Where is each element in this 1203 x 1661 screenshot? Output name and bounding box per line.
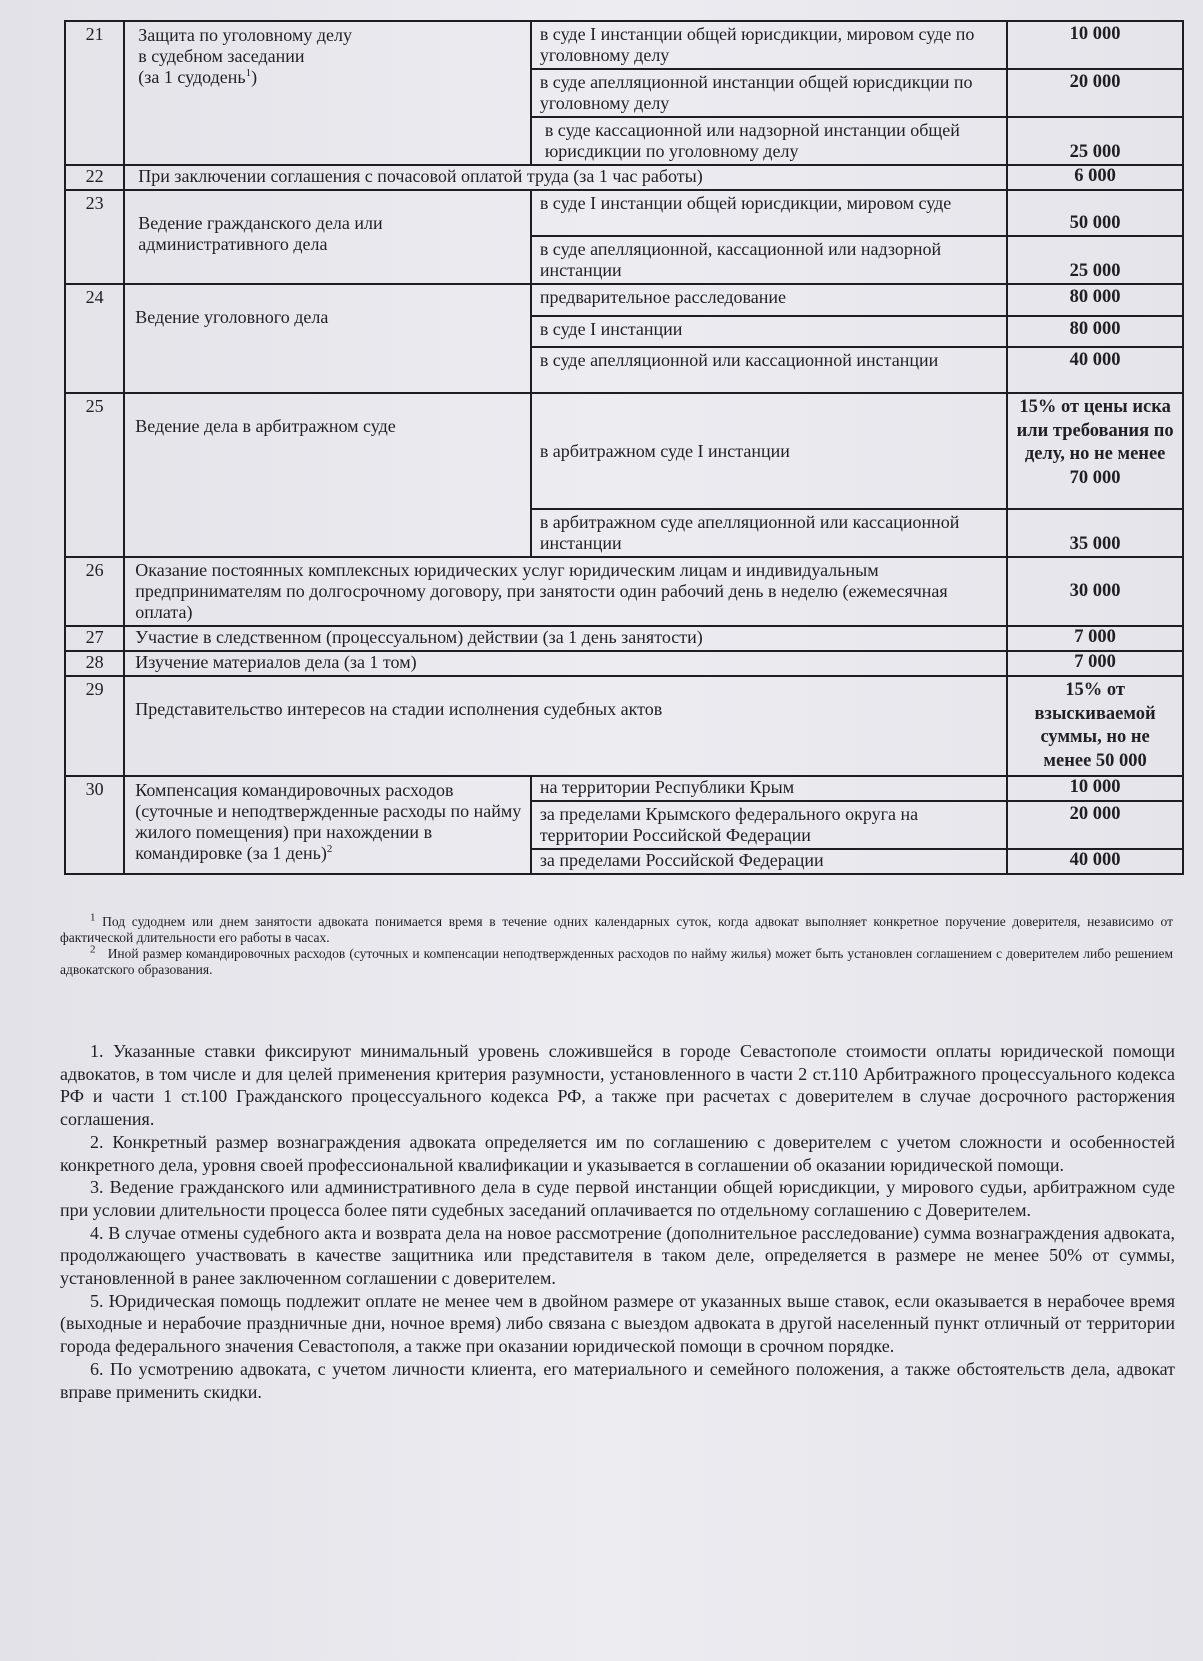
court-instance: в суде I инстанции общей юрисдикции, мировом суде по уголовному делу (531, 21, 1007, 69)
row-number: 30 (65, 776, 124, 874)
footnote-mark: 1 (245, 67, 252, 79)
note-paragraph: 1. Указанные ставки фиксируют минимальный уровень сложившейся в городе Севастополе стоимости оплаты юридической помощи адвокатов, в том числе и для целей применения критерия разумности, установленного в части 2 ст.110 Арбитражного процессуального кодекса РФ и части 1 ст.100 Гражданского процессуального кодекса РФ, а также при расчетах с доверителем в случае досрочного расторжения соглашения. (60, 1041, 1175, 1130)
court-instance: на территории Республики Крым (531, 776, 1007, 801)
service-description: Оказание постоянных комплексных юридических услуг юридическим лицам и индивидуальным предпринимателям по долгосрочному договору, при занятости один рабочий день в неделю (ежемесячная оплата) (124, 557, 1007, 626)
fee-amount: 35 000 (1007, 509, 1183, 557)
row-number: 25 (65, 393, 124, 557)
court-instance: в арбитражном суде апелляционной или кассационной инстанции (531, 509, 1007, 557)
footnotes (60, 911, 1174, 978)
court-instance: за пределами Крымского федерального округа на территории Российской Федерации (531, 801, 1007, 849)
row-number: 29 (65, 676, 124, 776)
court-instance: предварительное расследование (531, 284, 1007, 316)
fee-amount: 80 000 (1007, 284, 1183, 316)
service-description: Представительство интересов на стадии исполнения судебных актов (124, 676, 1007, 776)
fee-amount: 50 000 (1007, 190, 1183, 236)
table-row (65, 21, 1183, 69)
fee-amount: 7 000 (1007, 651, 1183, 676)
court-instance: в суде апелляционной, кассационной или надзорной инстанции (531, 236, 1007, 284)
fee-amount: 10 000 (1007, 21, 1183, 69)
fee-amount: 20 000 (1007, 69, 1183, 117)
fee-amount: 15% от цены иска или требования по делу, но не менее 70 000 (1007, 393, 1183, 509)
service-description: Участие в следственном (процессуальном) действии (за 1 день занятости) (124, 626, 1007, 651)
court-instance: в суде апелляционной или кассационной инстанции (531, 347, 1007, 393)
court-instance: в суде I инстанции (531, 316, 1007, 347)
row-number: 28 (65, 651, 124, 676)
note-paragraph: 5. Юридическая помощь подлежит оплате не менее чем в двойном размере от указанных выше ставок, если оказывается в нерабочее время (выходные и нерабочие праздничные дни, ночное время) либо связана с выездом адвоката в другой населенный пункт отличный от территории города федерального значения Севастополя, а также при оказании юридической помощи в срочном порядке. (60, 1290, 1175, 1357)
fee-amount: 40 000 (1007, 849, 1183, 874)
row-number: 24 (65, 284, 124, 393)
court-instance: в суде I инстанции общей юрисдикции, мировом суде (531, 190, 1007, 236)
service-description: Ведение уголовного дела (124, 284, 531, 393)
footnote (60, 911, 1173, 946)
notes-section (60, 1040, 1175, 1403)
fee-amount: 25 000 (1007, 236, 1183, 284)
fee-amount: 30 000 (1007, 557, 1183, 626)
service-description: При заключении соглашения с почасовой оплатой труда (за 1 час работы) (124, 165, 1007, 190)
row-number: 21 (65, 21, 124, 165)
footnote-mark: 2 (326, 843, 333, 855)
fee-amount: 6 000 (1007, 165, 1183, 190)
fee-amount: 25 000 (1007, 117, 1183, 165)
desc-text: Компенсация командировочных расходов (суточные и неподтвержденные расходы по найму жилого помещения) при нахождении в командировке (за 1 день) (135, 780, 522, 863)
service-description (124, 21, 531, 165)
footnote (60, 943, 1174, 978)
court-instance: за пределами Российской Федерации (531, 849, 1007, 874)
court-instance: в суде кассационной или надзорной инстанции общей юрисдикции по уголовному делу (531, 117, 1007, 165)
table-row (65, 284, 1183, 316)
row-number: 23 (65, 190, 124, 284)
note-paragraph: 2. Конкретный размер вознаграждения адвоката определяется им по соглашению с доверителем с учетом сложности и особенностей конкретного дела, уровня своей профессиональной квалификации и указывается в соглашении об оказании юридической помощи. (60, 1131, 1175, 1175)
table-row (65, 626, 1183, 651)
row-number: 26 (65, 557, 124, 626)
note-paragraph: 3. Ведение гражданского или административного дела в суде первой инстанции общей юрисдикции, у мирового судьи, арбитражном суде при условии длительности процесса более пяти судебных заседаний оплачивается по отдельному соглашению с Доверителем. (60, 1177, 1175, 1220)
row-number: 27 (65, 626, 124, 651)
service-description: Ведение гражданского дела или административного дела (124, 190, 531, 284)
table-row (65, 393, 1183, 509)
table-row (65, 557, 1183, 626)
fee-amount: 7 000 (1007, 626, 1183, 651)
footnote-mark: 1 (90, 911, 96, 924)
fee-amount: 40 000 (1007, 347, 1183, 393)
fee-amount: 80 000 (1007, 316, 1183, 347)
service-description: Изучение материалов дела (за 1 том) (124, 651, 1007, 676)
court-instance: в суде апелляционной инстанции общей юрисдикции по уголовному делу (531, 69, 1007, 117)
table-row (65, 165, 1183, 190)
row-number: 22 (65, 165, 124, 190)
footnote-text: Под судоднем или днем занятости адвоката понимается время в течение одних календарных суток, когда адвокат выполняет конкретное поручение доверителя, независимо от фактической длительности его работы в часах. (60, 914, 1173, 945)
note-paragraph: 4. В случае отмены судебного акта и возврата дела на новое рассмотрение (дополнительное расследование) сумма вознаграждения адвоката, продолжающего участвовать в качестве защитника или представителя в таком деле, определяется в размере не менее 50% от суммы, установленной в ранее заключенном соглашении с доверителем. (60, 1222, 1175, 1289)
desc-tail: ) (251, 67, 258, 87)
footnote-text: Иной размер командировочных расходов (суточных и компенсации неподтвержденных расходов по найму жилья) может быть установлен соглашением с доверителем либо решением адвокатского образования. (60, 946, 1174, 977)
fee-amount: 10 000 (1007, 776, 1183, 801)
desc-line: (за 1 судодень (138, 67, 246, 87)
fee-amount: 20 000 (1007, 801, 1183, 849)
note-paragraph: 6. По усмотрению адвоката, с учетом личности клиента, его материального и семейного положения, а также обстоятельств дела, адвокат вправе применить скидки. (60, 1358, 1175, 1402)
service-description (124, 776, 531, 874)
table-row (65, 651, 1183, 676)
service-description: Ведение дела в арбитражном суде (124, 393, 531, 557)
table-row (65, 676, 1183, 776)
table-row (65, 776, 1183, 801)
court-instance: в арбитражном суде I инстанции (531, 393, 1007, 509)
desc-line: в судебном заседании (138, 46, 305, 66)
fee-table (64, 20, 1184, 875)
desc-line: Защита по уголовному делу (138, 25, 352, 45)
table-row (65, 190, 1183, 236)
fee-amount: 15% от взыскиваемой суммы, но не менее 50 000 (1007, 676, 1183, 776)
footnote-mark: 2 (90, 943, 96, 956)
